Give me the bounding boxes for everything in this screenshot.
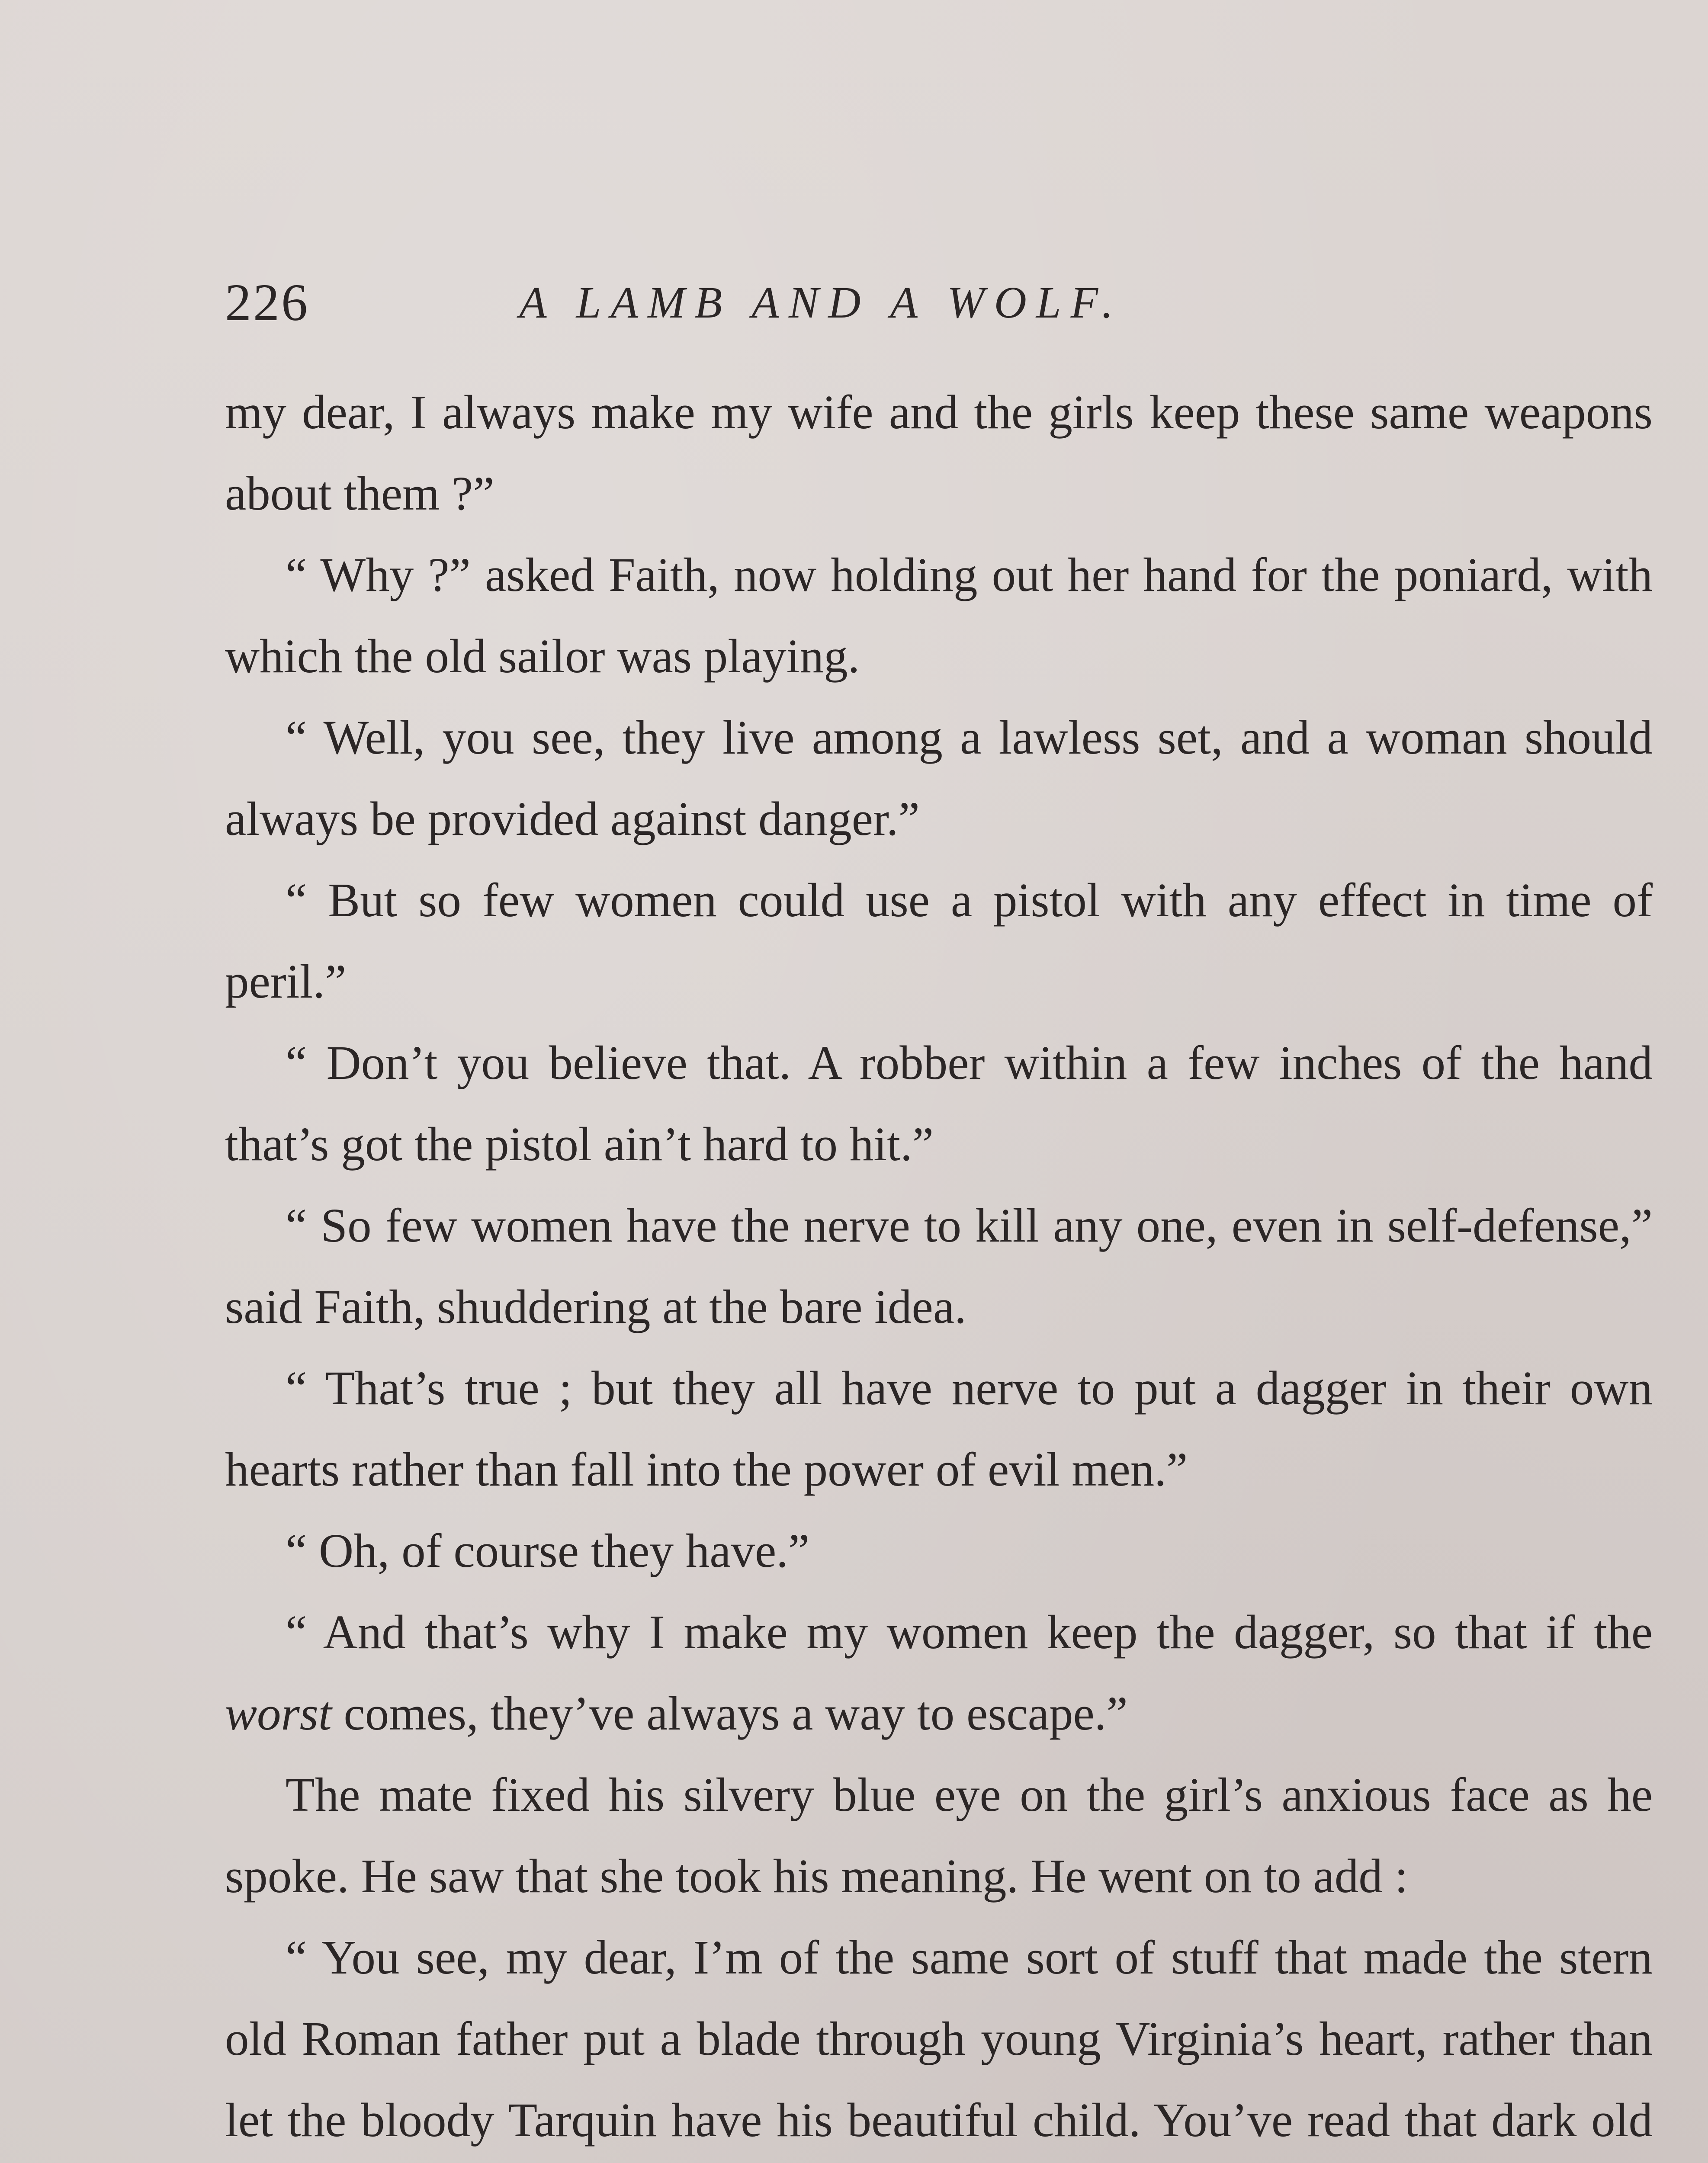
emphasis-worst: worst <box>225 1687 332 1740</box>
paragraph: “ And that’s why I make my women keep the dagger, so that if the worst comes, they’ve always a way to escape.” <box>225 1606 1653 1740</box>
paragraph: “ Why ?” asked Faith, now holding out her hand for the poniard, with which the old sailor was playing. <box>225 549 1653 683</box>
paragraph: “ So few women have the nerve to kill any one, even in self-defense,” said Faith, shuddering at the bare idea. <box>225 1199 1653 1334</box>
page-number: 226 <box>225 273 309 332</box>
paragraph: “ Don’t you believe that. A robber within a few inches of the hand that’s got the pistol ain’t hard to hit.” <box>225 1037 1653 1171</box>
paragraph: “ But so few women could use a pistol with any effect in time of peril.” <box>225 874 1653 1008</box>
paragraph: “ Oh, of course they have.” <box>286 1524 810 1578</box>
running-head: A LAMB AND A WOLF. <box>519 278 1123 327</box>
paragraph: “ That’s true ; but they all have nerve to put a dagger in their own hearts rather than fall into the power of evil men.” <box>225 1362 1653 1496</box>
page-header <box>225 273 1653 333</box>
paragraph: The mate fixed his silvery blue eye on the girl’s anxious face as he spoke. He saw that she took his meaning. He went on to add : <box>225 1768 1653 1903</box>
paragraph: “ You see, my dear, I’m of the same sort of stuff that made the stern old Roman father put a blade through young Virginia’s heart, rather than let the bloody Tarquin have his beautiful child. You’ve read that dark old <box>225 1931 1653 2147</box>
paragraph: my dear, I always make my wife and the girls keep these same weapons about them ?” <box>225 386 1653 520</box>
paragraph: “ Well, you see, they live among a lawless set, and a woman should always be provided against danger.” <box>225 711 1653 846</box>
body-text <box>225 372 1653 2163</box>
